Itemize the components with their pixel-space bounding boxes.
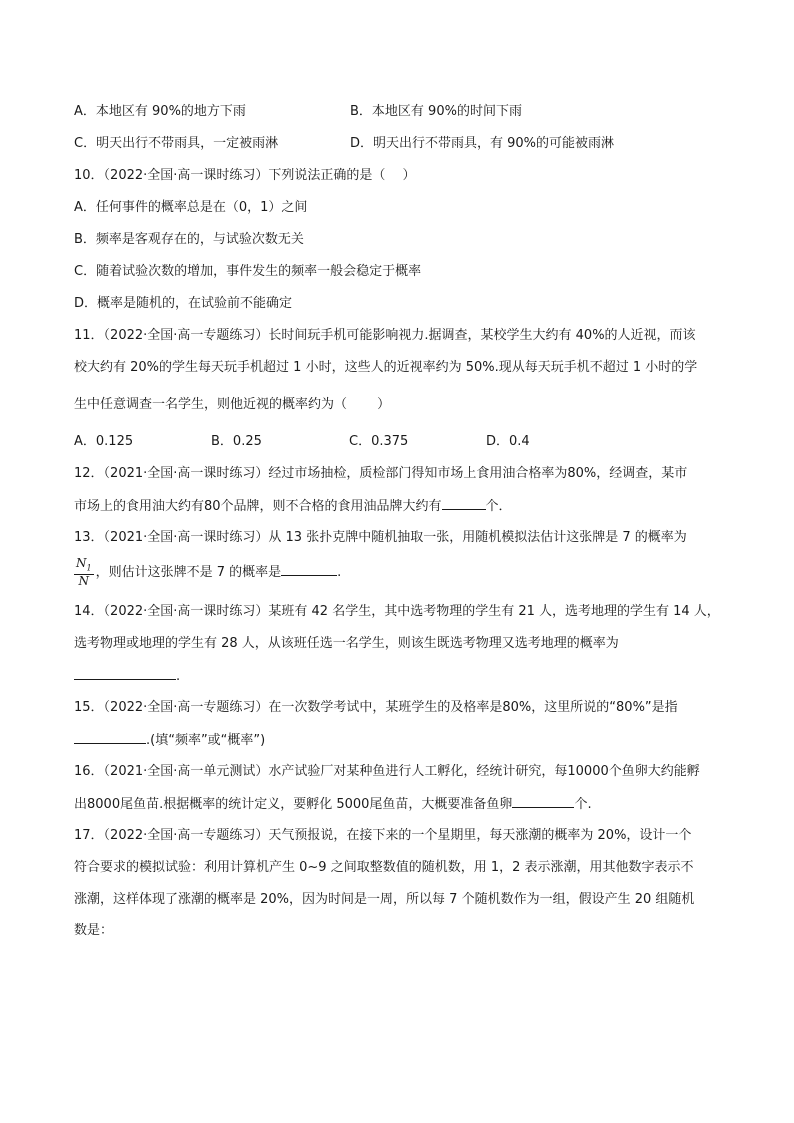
q13-answer-blank[interactable] — [281, 563, 337, 576]
q15-answer-blank[interactable] — [74, 731, 146, 744]
q13-fraction — [74, 557, 94, 588]
q10-option-d: D．概率是随机的，在试验前不能确定 — [74, 296, 293, 311]
q11-option-d: D．0.4 — [486, 434, 530, 449]
q9-option-b: B．本地区有 90%的时间下雨 — [350, 104, 522, 119]
q11-line-1: 11．（2022·全国·高一专题练习）长时间玩手机可能影响视力.据调查，某校学生大约有 40%的人近视，而该 — [74, 328, 696, 343]
q11-option-c: C．0.375 — [349, 434, 409, 449]
q10-stem: 10．（2022·全国·高一课时练习）下列说法正确的是（ ） — [74, 168, 416, 183]
q16-answer-blank[interactable] — [512, 795, 574, 808]
q16-line-1: 16．（2021·全国·高一单元测试）水产试验厂对某种鱼进行人工孵化，经统计研究，每10000个鱼卵大约能孵 — [74, 764, 700, 779]
q10-option-c: C．随着试验次数的增加，事件发生的频率一般会稳定于概率 — [74, 264, 422, 279]
q16-line-2-end: 个. — [574, 797, 592, 812]
q12-line-2 — [74, 497, 512, 516]
q17-line-2: 符合要求的模拟试验：利用计算机产生 0~9 之间取整数值的随机数，用 1，2 表示涨潮，用其他数字表示不 — [74, 860, 694, 875]
q13-line-2-text: ，则估计这张牌不是 7 的概率是 — [95, 565, 282, 581]
q12-line-2-text: 市场上的食用油大约有80个品牌，则不合格的食用油品牌大约有 — [74, 499, 442, 514]
q15-line-2-end: .(填“频率”或“概率”) — [146, 733, 266, 748]
q11-line-2: 校大约有 20%的学生每天玩手机超过 1 小时，这些人的近视率约为 50%.现从每天玩手机不超过 1 小时的学 — [74, 360, 698, 375]
q9-option-a: A．本地区有 90%的地方下雨 — [74, 104, 246, 119]
q10-option-b: B．频率是客观存在的，与试验次数无关 — [74, 232, 304, 247]
q14-answer-blank[interactable] — [74, 667, 176, 680]
q14-line-3-end: . — [176, 669, 181, 684]
q12-answer-blank[interactable] — [442, 497, 486, 510]
q14-line-1: 14．（2022·全国·高一课时练习）某班有 42 名学生，其中选考物理的学生有 21 人，选考地理的学生有 14 人， — [74, 604, 720, 619]
q17-line-4: 数是： — [74, 923, 114, 938]
q13-fraction-denominator: N — [78, 574, 90, 589]
q16-line-2 — [74, 795, 592, 814]
q13-fraction-numerator: $N_1$ — [74, 557, 94, 575]
q13-line-1: 13．（2021·全国·高一课时练习）从 13 张扑克牌中随机抽取一张，用随机模拟法估计这张牌是 7 的概率为 — [74, 530, 687, 545]
q15-line-2 — [74, 731, 265, 750]
q12-line-2-end: 个． — [485, 499, 512, 514]
q11-line-3: 生中任意调查一名学生，则他近视的概率约为（ ） — [74, 397, 391, 412]
q9-option-c: C．明天出行不带雨具，一定被雨淋 — [74, 136, 279, 151]
q14-line-3 — [74, 667, 180, 686]
q13-line-2 — [74, 557, 341, 588]
q15-line-1: 15．（2022·全国·高一专题练习）在一次数学考试中，某班学生的及格率是80%，这里所说的“80%”是指 — [74, 700, 678, 715]
q11-option-b: B．0.25 — [211, 434, 262, 449]
q11-option-a: A．0.125 — [74, 434, 134, 449]
q17-line-3: 涨潮，这样体现了涨潮的概率是 20%，因为时间是一周，所以每 7 个随机数作为一组，假设产生 20 组随机 — [74, 892, 695, 907]
q17-line-1: 17．（2022·全国·高一专题练习）天气预报说，在接下来的一个星期里，每天涨潮的概率为 20%，设计一个 — [74, 828, 692, 843]
q10-option-a: A．任何事件的概率总是在（0，1）之间 — [74, 200, 308, 215]
q16-line-2-text: 出8000尾鱼苗.根据概率的统计定义，要孵化 5000尾鱼苗，大概要准备鱼卵 — [74, 797, 513, 812]
q12-line-1: 12．（2021·全国·高一课时练习）经过市场抽检，质检部门得知市场上食用油合格率为80%，经调查，某市 — [74, 466, 688, 481]
q13-line-2-end: . — [337, 565, 342, 581]
q14-line-2: 选考物理或地理的学生有 28 人，从该班任选一名学生，则该生既选考物理又选考地理的概率为 — [74, 636, 619, 651]
q9-option-d: D．明天出行不带雨具，有 90%的可能被雨淋 — [350, 136, 615, 151]
